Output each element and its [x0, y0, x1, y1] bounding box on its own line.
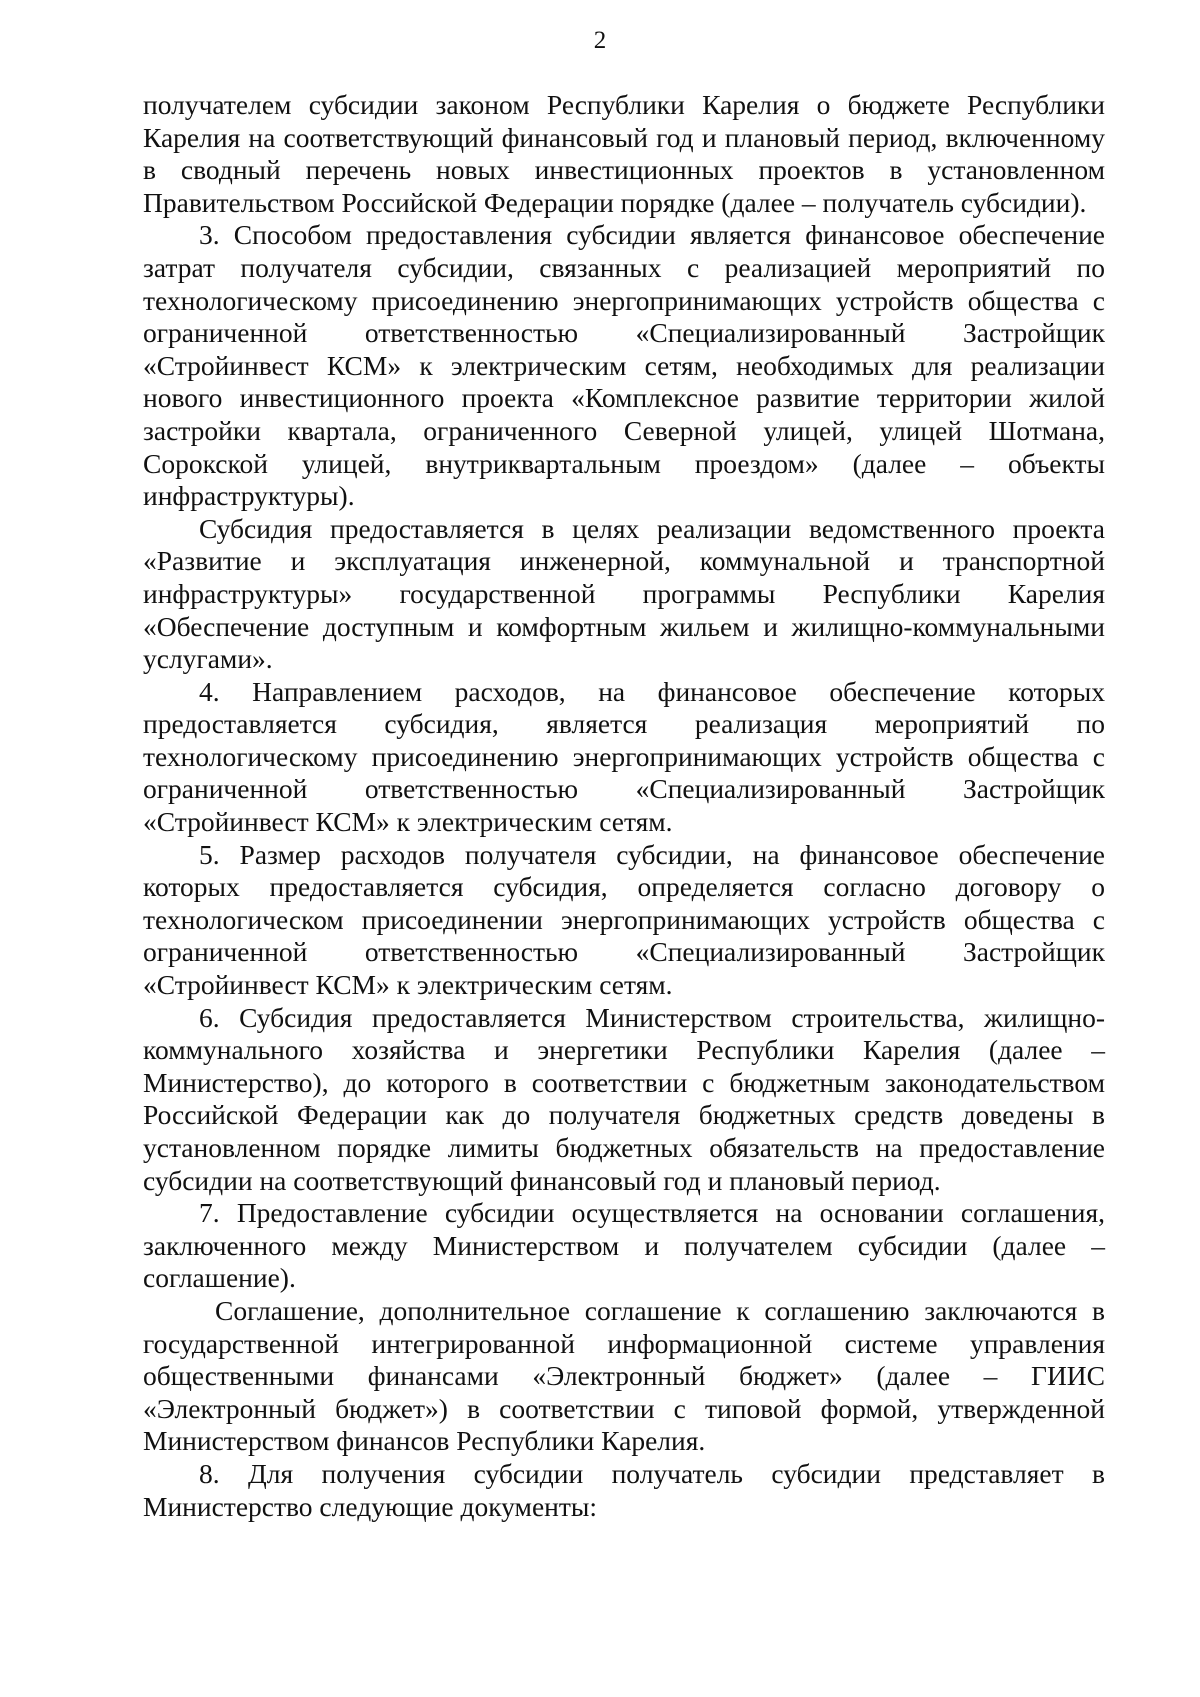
paragraph-item-6: 6. Субсидия предоставляется Министерством строительства, жилищно-коммунального хозяйства и энергетики Республики Карелия (далее – Министерство), до которого в соответствии с бюджетным законодательством Российской Федерации как до получателя бюджетных средств доведены в установленном порядке лимиты бюджетных обязательств на предоставление субсидии на соответствующий финансовый год и плановый период.	[143, 1001, 1105, 1196]
paragraph-item-8: 8. Для получения субсидии получатель субсидии представляет в Министерство следующие документы:	[143, 1457, 1105, 1522]
paragraph-item-3: 3. Способом предоставления субсидии является финансовое обеспечение затрат получателя субсидии, связанных с реализацией мероприятий по технологическому присоединению энергопринимающих устройств общества с ограниченной ответственностью «Специализированный Застройщик «Стройинвест КСМ» к электрическим сетям, необходимых для реализации нового инвестиционного проекта «Комплексное развитие территории жилой застройки квартала, ограниченного Северной улицей, улицей Шотмана, Сорокской улицей, внутриквартальным проездом» (далее – объекты инфраструктуры).	[143, 219, 1105, 512]
document-body	[143, 89, 1105, 1523]
page-number: 2	[593, 27, 607, 54]
paragraph-item-7: 7. Предоставление субсидии осуществляется на основании соглашения, заключенного между Министерством и получателем субсидии (далее – соглашение).	[143, 1197, 1105, 1294]
paragraph-subsidy-purpose: Субсидия предоставляется в целях реализации ведомственного проекта «Развитие и эксплуатация инженерной, коммунальной и транспортной инфраструктуры» государственной программы Республики Карелия «Обеспечение доступным и комфортным жильем и жилищно-коммунальными услугами».	[143, 512, 1105, 675]
paragraph-item-5: 5. Размер расходов получателя субсидии, на финансовое обеспечение которых предоставляется субсидия, определяется согласно договору о технологическом присоединении энергопринимающих устройств общества с ограниченной ответственностью «Специализированный Застройщик «Стройинвест КСМ» к электрическим сетям.	[143, 838, 1105, 1001]
paragraph-agreement: Соглашение, дополнительное соглашение к соглашению заключаются в государственной интегрированной информационной системе управления общественными финансами «Электронный бюджет» (далее – ГИИС «Электронный бюджет») в соответствии с типовой формой, утвержденной Министерством финансов Республики Карелия.	[143, 1294, 1105, 1457]
paragraph-recipient-continuation: получателем субсидии законом Республики Карелия о бюджете Республики Карелия на соответствующий финансовый год и плановый период, включенному в сводный перечень новых инвестиционных проектов в установленном Правительством Российской Федерации порядке (далее – получатель субсидии).	[143, 89, 1105, 218]
paragraph-item-4: 4. Направлением расходов, на финансовое обеспечение которых предоставляется субсидия, является реализация мероприятий по технологическому присоединению энергопринимающих устройств общества с ограниченной ответственностью «Специализированный Застройщик «Стройинвест КСМ» к электрическим сетям.	[143, 675, 1105, 838]
